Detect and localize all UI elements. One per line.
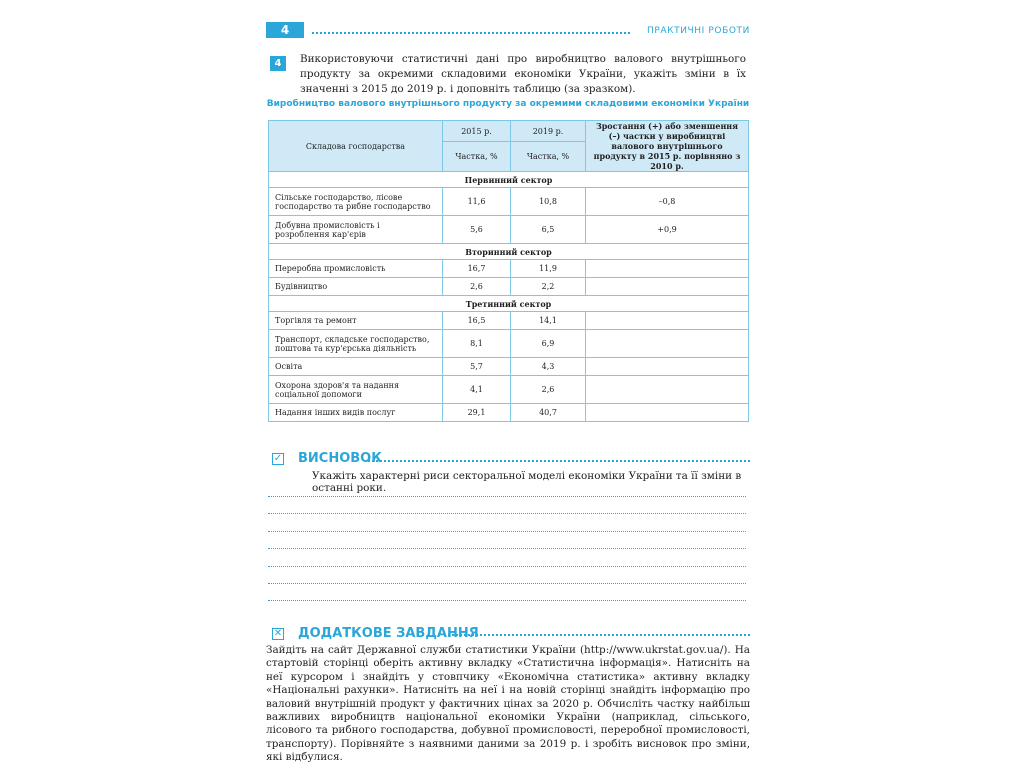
conclusion-dotted-rule bbox=[368, 460, 750, 462]
value-2015: 5,7 bbox=[443, 358, 511, 376]
answer-line[interactable] bbox=[268, 513, 746, 514]
sector-header-primary: Первинний сектор bbox=[269, 172, 749, 188]
row-label: Будівництво bbox=[269, 278, 443, 296]
table-row bbox=[269, 260, 749, 278]
subheader-share-2015: Частка, % bbox=[443, 142, 511, 172]
value-2015: 2,6 bbox=[443, 278, 511, 296]
answer-line[interactable] bbox=[268, 548, 746, 549]
answer-line[interactable] bbox=[268, 583, 746, 584]
row-label: Добувна промисловість і розроблення кар'єрів bbox=[269, 216, 443, 244]
value-2015: 11,6 bbox=[443, 188, 511, 216]
row-label: Переробна промисловість bbox=[269, 260, 443, 278]
change-cell[interactable] bbox=[586, 376, 749, 404]
section-title: ПРАКТИЧНІ РОБОТИ bbox=[646, 26, 750, 36]
sector-header-tertiary: Третинний сектор bbox=[269, 296, 749, 312]
row-label: Надання інших видів послуг bbox=[269, 404, 443, 422]
value-2015: 16,7 bbox=[443, 260, 511, 278]
change-cell[interactable] bbox=[586, 278, 749, 296]
value-2019: 6,9 bbox=[511, 330, 586, 358]
task-instructions: Використовуючи статистичні дані про виробництво валового внутрішнього продукту за окремими складовими економіки України, укажіть зміни в їх значенні з 2015 до 2019 р. і доповніть таблицю (за зразком). bbox=[300, 53, 746, 95]
value-2015: 16,5 bbox=[443, 312, 511, 330]
answer-line[interactable] bbox=[268, 496, 746, 497]
workbook-page bbox=[266, 22, 750, 768]
table-row bbox=[269, 188, 749, 216]
value-2015: 5,6 bbox=[443, 216, 511, 244]
value-2015: 8,1 bbox=[443, 330, 511, 358]
value-2019: 10,8 bbox=[511, 188, 586, 216]
column-header-change: Зростання (+) або зменшення (–) частки у виробництві валового внутрішнього продукту в 2015 р. порівняно з 2010 р. bbox=[586, 121, 749, 172]
row-label: Транспорт, складське господарство, поштова та кур'єрська діяльність bbox=[269, 330, 443, 358]
page-number-badge: 4 bbox=[266, 22, 304, 38]
change-cell[interactable] bbox=[586, 260, 749, 278]
table-row bbox=[269, 278, 749, 296]
row-label: Освіта bbox=[269, 358, 443, 376]
value-2019: 14,1 bbox=[511, 312, 586, 330]
answer-lines bbox=[268, 496, 746, 618]
table-row bbox=[269, 358, 749, 376]
change-cell[interactable] bbox=[586, 312, 749, 330]
task-number-badge: 4 bbox=[270, 56, 286, 71]
sector-header-secondary: Вторинний сектор bbox=[269, 244, 749, 260]
table-title: Виробництво валового внутрішнього продукту за окремими складовими економіки України bbox=[266, 99, 750, 109]
column-header-2019: 2019 р. bbox=[511, 121, 586, 142]
subheader-share-2019: Частка, % bbox=[511, 142, 586, 172]
answer-line[interactable] bbox=[268, 531, 746, 532]
value-2019: 4,3 bbox=[511, 358, 586, 376]
row-label: Охорона здоров'я та надання соціальної допомоги bbox=[269, 376, 443, 404]
conclusion-prompt: Укажіть характерні риси секторальної моделі економіки України та її зміни в останні роки. bbox=[312, 470, 742, 494]
row-label: Торгівля та ремонт bbox=[269, 312, 443, 330]
change-cell[interactable]: +0,9 bbox=[586, 216, 749, 244]
value-2019: 2,2 bbox=[511, 278, 586, 296]
change-cell[interactable] bbox=[586, 358, 749, 376]
extra-task-title: ДОДАТКОВЕ ЗАВДАННЯ bbox=[298, 626, 479, 641]
answer-line[interactable] bbox=[268, 600, 746, 601]
value-2019: 6,5 bbox=[511, 216, 586, 244]
value-2019: 11,9 bbox=[511, 260, 586, 278]
checkbox-cross-icon: ✕ bbox=[273, 628, 283, 639]
change-cell[interactable]: –0,8 bbox=[586, 188, 749, 216]
checkbox-check-icon: ✓ bbox=[273, 453, 283, 464]
table-row bbox=[269, 404, 749, 422]
column-header-2015: 2015 р. bbox=[443, 121, 511, 142]
extra-task-dotted-rule bbox=[444, 634, 750, 636]
value-2019: 2,6 bbox=[511, 376, 586, 404]
conclusion-title: ВИСНОВОК bbox=[298, 451, 382, 466]
extra-task-text: Зайдіть на сайт Державної служби статистики України (http://www.ukrstat.gov.ua/). На стартовій сторінці оберіть активну вкладку «Статистична інформація». Натисніть на неї курсором і знайдіть у стовпчику «Економічна статистика» активну вкладку «Національні рахунки». Натисніть на неї і на новій сторінці знайдіть інформацію про валовий внутрішній продукт у фактичних цінах за 2020 р. Обчисліть частку найбільш важливих виробництв національної економіки України (наприклад, сільського, лісового та рибного господарства, добувної промисловості, переробної промисловості, транспорту). Порівняйте з наявними даними за 2019 р. і зробіть висновок про зміни, які відбулися. bbox=[266, 644, 750, 764]
column-header-component: Складова господарства bbox=[269, 121, 443, 172]
table-row bbox=[269, 376, 749, 404]
value-2015: 4,1 bbox=[443, 376, 511, 404]
value-2015: 29,1 bbox=[443, 404, 511, 422]
change-cell[interactable] bbox=[586, 404, 749, 422]
row-label: Сільське господарство, лісове господарство та рибне господарство bbox=[269, 188, 443, 216]
header-dotted-rule bbox=[312, 32, 630, 34]
change-cell[interactable] bbox=[586, 330, 749, 358]
table-row bbox=[269, 312, 749, 330]
table-row bbox=[269, 330, 749, 358]
gdp-table bbox=[268, 120, 749, 422]
table-row bbox=[269, 216, 749, 244]
answer-line[interactable] bbox=[268, 566, 746, 567]
value-2019: 40,7 bbox=[511, 404, 586, 422]
